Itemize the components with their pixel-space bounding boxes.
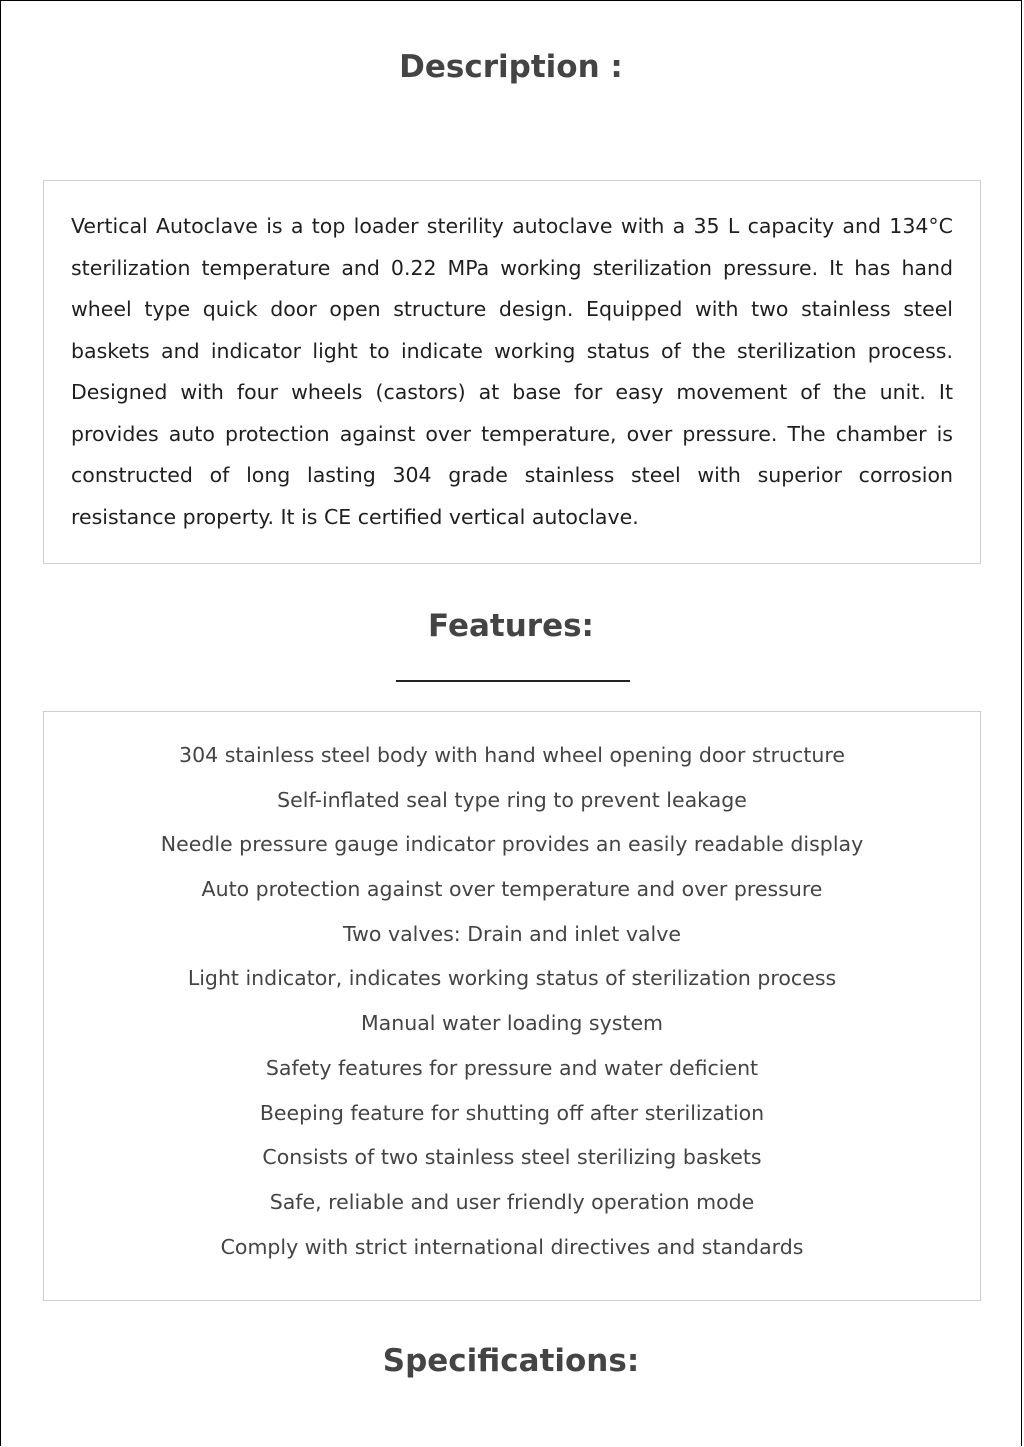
- description-text: Vertical Autoclave is a top loader sterility autoclave with a 35 L capacity and 134°C sterilization temperature and 0.22 MPa working sterilization pressure. It has hand wheel type quick door open structure design. Equipped with two stainless steel baskets and indicator light to indicate working status of the sterilization process. Designed with four wheels (castors) at base for easy movement of the unit. It provides auto protection against over temperature, over pressure. The chamber is constructed of long lasting 304 grade stainless steel with superior corrosion resistance property. It is CE certified vertical autoclave.: [71, 214, 953, 529]
- feature-item: Comply with strict international directives and standards: [220, 1234, 804, 1259]
- feature-item: Beeping feature for shutting off after sterilization: [259, 1100, 765, 1125]
- description-heading: Description :: [399, 49, 623, 85]
- description-box: [43, 180, 981, 564]
- feature-item: Light indicator, indicates working status of sterilization process: [187, 966, 837, 991]
- features-divider: [396, 680, 630, 682]
- feature-item: Safe, reliable and user friendly operation mode: [269, 1189, 755, 1214]
- feature-item: 304 stainless steel body with hand wheel opening door structure: [179, 743, 845, 767]
- feature-item: Self-inflated seal type ring to prevent leakage: [277, 787, 747, 812]
- feature-item: Manual water loading system: [360, 1011, 664, 1036]
- specifications-heading: Specifications:: [382, 1343, 640, 1379]
- feature-item: Consists of two stainless steel sterilizing baskets: [262, 1145, 762, 1170]
- feature-item: Needle pressure gauge indicator provides an easily readable display: [160, 832, 864, 857]
- feature-item: Safety features for pressure and water deficient: [265, 1055, 759, 1080]
- features-box: [43, 711, 981, 1301]
- feature-item: Auto protection against over temperature and over pressure: [201, 877, 823, 902]
- features-list: [44, 738, 980, 1274]
- feature-item: Two valves: Drain and inlet valve: [343, 921, 681, 946]
- features-heading: Features:: [428, 608, 594, 644]
